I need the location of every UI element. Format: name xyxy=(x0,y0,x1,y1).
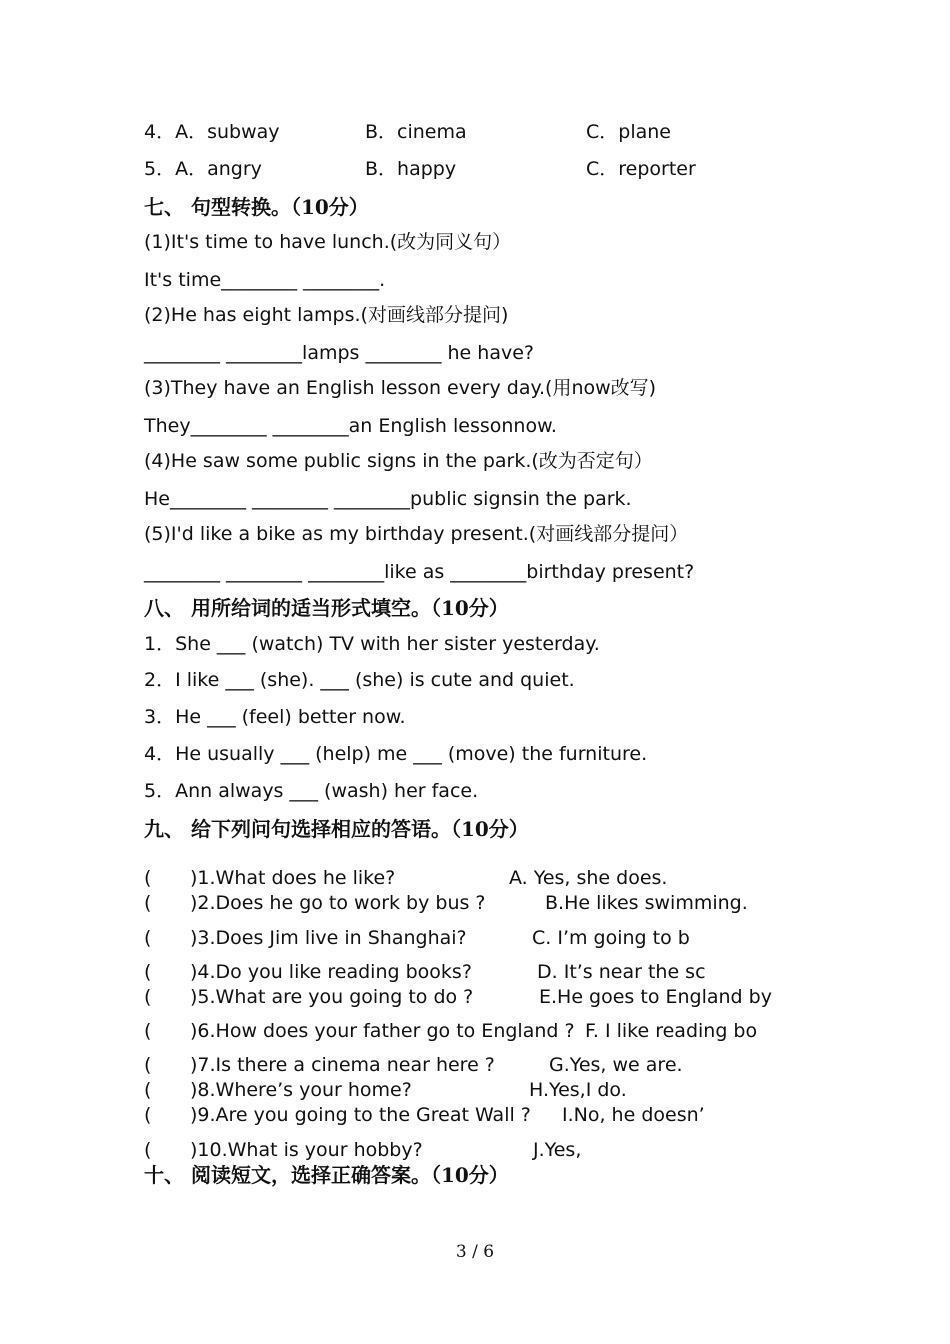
answer-bracket: ( xyxy=(144,1139,152,1161)
match-answer: F. I like reading bo xyxy=(585,1020,758,1042)
sentence-transform-answer: It's time________ ________. xyxy=(144,269,386,291)
fill-blank-item: 4．He usually ___ (help) me ___ (move) the furniture. xyxy=(144,743,648,765)
match-answer: G.Yes, we are. xyxy=(549,1054,683,1076)
fill-blank-item: 2．I like ___ (she). ___ (she) is cute and quiet. xyxy=(144,669,575,691)
section-8-heading: 八、 用所给词的适当形式填空。（10分） xyxy=(144,596,509,620)
sentence-transform-prompt: (1)It's time to have lunch.(改为同义句） xyxy=(144,231,512,253)
mc-option-b: B．cinema xyxy=(365,121,467,143)
match-question: )2.Does he go to work by bus ? xyxy=(190,892,486,914)
sentence-transform-answer: He________ ________ ________public signsin the park. xyxy=(144,488,632,510)
match-question: )5.What are you going to do ? xyxy=(190,986,474,1008)
sentence-transform-answer: They________ ________an English lessonnow. xyxy=(144,415,557,437)
sentence-transform-answer: ________ ________lamps ________ he have? xyxy=(144,342,534,364)
match-answer: J.Yes, xyxy=(533,1139,582,1161)
answer-bracket: ( xyxy=(144,986,152,1008)
section-9-heading: 九、 给下列问句选择相应的答语。（10分） xyxy=(144,817,529,841)
match-answer: B.He likes swimming. xyxy=(545,892,748,914)
match-answer: A. Yes, she does. xyxy=(509,867,668,889)
sentence-transform-prompt: (4)He saw some public signs in the park.(改为否定句） xyxy=(144,450,653,472)
mc-option-b: B．happy xyxy=(365,158,457,180)
match-answer: I.No, he doesn’ xyxy=(562,1104,705,1126)
sentence-transform-answer: ________ ________ ________like as ________birthday present? xyxy=(144,561,695,583)
fill-blank-item: 1．She ___ (watch) TV with her sister yesterday. xyxy=(144,633,600,655)
match-answer: H.Yes,I do. xyxy=(529,1079,627,1101)
answer-bracket: ( xyxy=(144,1104,152,1126)
match-question: )10.What is your hobby? xyxy=(190,1139,423,1161)
answer-bracket: ( xyxy=(144,892,152,914)
mc-option-c: C．reporter xyxy=(586,158,696,180)
match-question: )3.Does Jim live in Shanghai? xyxy=(190,927,467,949)
answer-bracket: ( xyxy=(144,1054,152,1076)
sentence-transform-prompt: (5)I'd like a bike as my birthday present.(对画线部分提问） xyxy=(144,523,689,545)
answer-bracket: ( xyxy=(144,927,152,949)
answer-bracket: ( xyxy=(144,1079,152,1101)
match-answer: D. It’s near the sc xyxy=(537,961,706,983)
section-10-heading: 十、 阅读短文，选择正确答案。（10分） xyxy=(144,1163,509,1187)
answer-bracket: ( xyxy=(144,961,152,983)
match-question: )9.Are you going to the Great Wall ? xyxy=(190,1104,531,1126)
sentence-transform-prompt: (3)They have an English lesson every day.(用now改写) xyxy=(144,377,657,399)
mc-option-c: C．plane xyxy=(586,121,671,143)
mc-option-a: 5．A．angry xyxy=(144,158,262,180)
mc-option-a: 4．A．subway xyxy=(144,121,280,143)
page-number: 3 / 6 xyxy=(455,1242,495,1262)
fill-blank-item: 3．He ___ (feel) better now. xyxy=(144,706,406,728)
sentence-transform-prompt: (2)He has eight lamps.(对画线部分提问) xyxy=(144,304,509,326)
match-question: )6.How does your father go to England ? xyxy=(190,1020,575,1042)
answer-bracket: ( xyxy=(144,867,152,889)
match-question: )1.What does he like? xyxy=(190,867,396,889)
fill-blank-item: 5．Ann always ___ (wash) her face. xyxy=(144,780,479,802)
match-answer: E.He goes to England by xyxy=(539,986,772,1008)
match-question: )7.Is there a cinema near here ? xyxy=(190,1054,495,1076)
match-question: )4.Do you like reading books? xyxy=(190,961,472,983)
match-answer: C. I’m going to b xyxy=(532,927,690,949)
answer-bracket: ( xyxy=(144,1020,152,1042)
section-7-heading: 七、 句型转换。（10分） xyxy=(144,195,369,219)
match-question: )8.Where’s your home? xyxy=(190,1079,412,1101)
